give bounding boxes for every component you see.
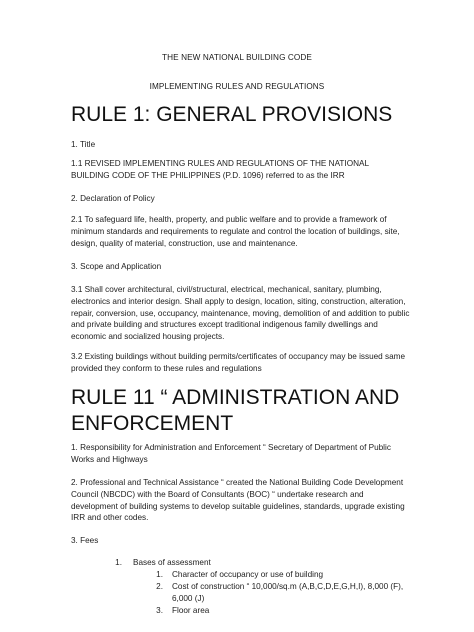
- paragraph-line: 3.1 Shall cover architectural, civil/structural, electrical, mechanical, sanitary, plumbing,: [71, 285, 382, 294]
- declaration-of-policy-label: 2. Declaration of Policy: [71, 194, 155, 203]
- paragraph-line: economic and socialized housing projects.: [71, 332, 225, 342]
- paragraph-line: minimum standards and requirements to regulate and control the location of buildings, site,: [71, 226, 400, 236]
- rule-11-heading-line-2: ENFORCEMENT: [71, 412, 234, 435]
- paragraph-line: Council (NBCDC) with the Board of Consultants (BOC) “ undertake research and: [71, 489, 364, 499]
- paragraph-line: 3.2 Existing buildings without building permits/certificates of occupancy may be issued same: [71, 352, 406, 361]
- sub-list-item-text-continued: 6,000 (J): [172, 594, 205, 603]
- paragraph-line: 2. Professional and Technical Assistance “ created the National Building Code Development: [71, 478, 404, 487]
- list-item-text: Bases of assessment: [133, 558, 211, 567]
- paragraph-line: electronics and interior design. Shall apply to design, location, siting, construction, alteration,: [71, 296, 406, 306]
- paragraph-line: IRR and other codes.: [71, 513, 149, 523]
- sub-list-item-text: Character of occupancy or use of building: [172, 570, 324, 579]
- sub-list-item-number: 2.: [156, 582, 163, 591]
- sub-list-item-text: Cost of construction “ 10,000/sq.m (A,B,C,D,E,G,H,I), 8,000 (F),: [172, 582, 404, 591]
- rule-1-heading: RULE 1: GENERAL PROVISIONS: [71, 103, 393, 126]
- paragraph-line: 1. Responsibility for Administration and Enforcement “ Secretary of Department of Public: [71, 443, 391, 452]
- paragraph-line: provided they conform to these rules and regulations: [71, 363, 262, 373]
- section-title-label: 1. Title: [71, 140, 96, 149]
- sub-list-item-number: 1.: [156, 570, 163, 579]
- sub-list-item-text: Floor area: [172, 606, 210, 615]
- scope-and-application-label: 3. Scope and Application: [71, 262, 162, 271]
- sub-list-item-number: 3.: [156, 606, 163, 615]
- paragraph-line: Works and Highways: [71, 454, 148, 464]
- list-item-number: 1.: [115, 558, 122, 567]
- paragraph-line: development of building systems to develop suitable guidelines, standards, upgrade existing: [71, 501, 405, 511]
- paragraph-line: BUILDING CODE OF THE PHILIPPINES (P.D. 1096) referred to as the IRR: [71, 170, 345, 180]
- rule-11-heading-line-1: RULE 11 “ ADMINISTRATION AND: [71, 386, 400, 409]
- paragraph-line: 1.1 REVISED IMPLEMENTING RULES AND REGULATIONS OF THE NATIONAL: [71, 159, 369, 168]
- paragraph-line: 2.1 To safeguard life, health, property, and public welfare and to provide a framework of: [71, 215, 387, 224]
- paragraph-line: and private building and structures except traditional indigenous family dwellings and: [71, 320, 378, 330]
- document-subtitle: IMPLEMENTING RULES AND REGULATIONS: [149, 82, 325, 91]
- document-title: THE NEW NATIONAL BUILDING CODE: [162, 53, 312, 62]
- paragraph-line: design, quality of material, construction, use and maintenance.: [71, 238, 298, 248]
- paragraph-line: repair, conversion, use, occupancy, maintenance, moving, demolition of and addition to public: [71, 308, 410, 318]
- fees-label: 3. Fees: [71, 536, 99, 545]
